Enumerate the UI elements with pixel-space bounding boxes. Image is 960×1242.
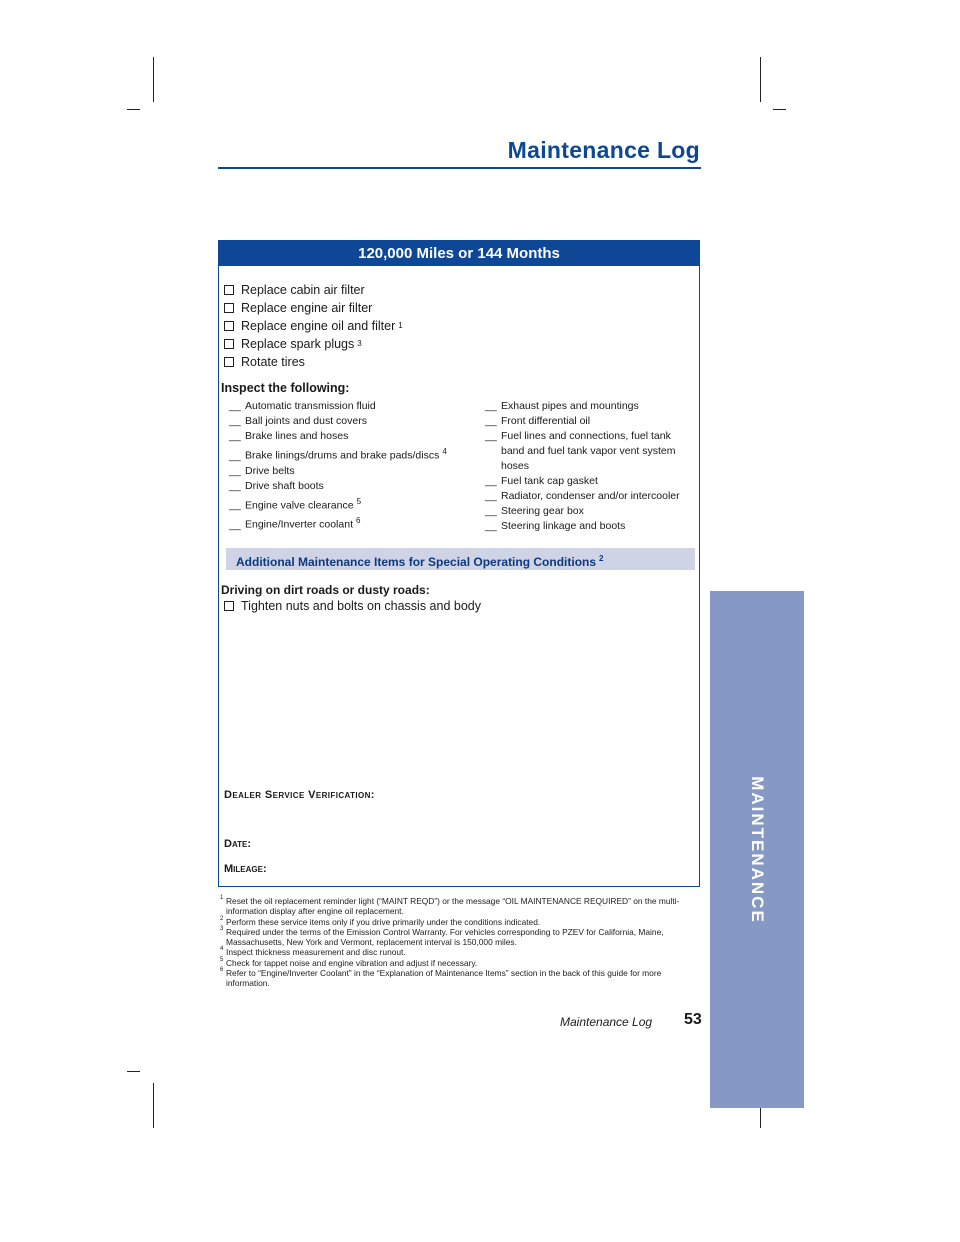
inspect-item: __ Fuel lines and connections, fuel tank band and fuel tank vapor vent system hoses	[485, 430, 676, 472]
inspect-item-label: Brake lines and hoses	[245, 430, 349, 442]
checkbox[interactable]	[224, 357, 234, 367]
inspect-list-left	[229, 399, 485, 534]
inspect-columns	[219, 399, 699, 534]
additional-items-banner	[226, 548, 695, 570]
inspect-item-label: Radiator, condenser and/or intercooler	[501, 490, 680, 502]
footnote: 5 Check for tappet noise and engine vibration and adjust if necessary.	[220, 956, 478, 968]
checkbox[interactable]	[224, 321, 234, 331]
checklist-item-label: Rotate tires	[241, 355, 305, 369]
footnote-ref: 1	[398, 321, 403, 330]
inspect-item-label: Automatic transmission fluid	[245, 400, 376, 412]
page-title: Maintenance Log	[507, 137, 700, 163]
title-rule	[218, 167, 701, 169]
footnote-ref: 6	[355, 516, 361, 525]
checklist-item-label: Replace cabin air filter	[241, 283, 365, 297]
inspect-item-label: Brake linings/drums and brake pads/discs	[245, 449, 440, 462]
footnote: 3 Required under the terms of the Emission Control Warranty. For vehicles corresponding to PZEV for California, Maine, Massachusetts, New York and Vermont, replacement interval is 150,000 miles.	[220, 925, 664, 948]
checklist-item-label: Replace engine air filter	[241, 301, 373, 315]
driving-conditions-title: Driving on dirt roads or dusty roads:	[221, 583, 430, 597]
checklist-item	[224, 317, 699, 335]
inspect-item-label: Drive belts	[245, 464, 295, 477]
inspect-item: __ Ball joints and dust covers	[229, 415, 367, 427]
checkbox[interactable]	[224, 601, 234, 611]
checklist-item	[224, 299, 699, 317]
footnotes	[220, 896, 700, 989]
date-label: Date:	[224, 838, 252, 850]
service-checklist	[219, 266, 699, 371]
mileage-label: Mileage:	[224, 863, 267, 875]
footnote: 4 Inspect thickness measurement and disc runout.	[220, 946, 406, 958]
checklist-item-label: Replace engine oil and filter	[241, 319, 396, 333]
inspect-item-label: Drive shaft boots	[245, 479, 324, 492]
inspect-item: __ Radiator, condenser and/or intercooler	[485, 490, 680, 502]
inspect-item: __ Brake linings/drums and brake pads/discs $^4$	[229, 447, 447, 462]
crop-mark	[153, 57, 154, 102]
driving-checklist	[219, 597, 699, 615]
checkbox[interactable]	[224, 339, 234, 349]
inspect-item-label: Engine/Inverter coolant	[245, 518, 353, 531]
inspect-item-label: Fuel lines and connections, fuel tank band and fuel tank vapor vent system hoses	[501, 430, 676, 472]
checklist-item	[224, 353, 699, 371]
footnote: 6 Refer to “Engine/Inverter Coolant” in the “Explanation of Maintenance Items” section in the back of this guide for more information.	[220, 967, 662, 989]
checklist-item-label: Replace spark plugs	[241, 337, 355, 351]
checklist-item	[224, 281, 699, 299]
inspect-item: __ Front differential oil	[485, 415, 591, 427]
sidebar-label: MAINTENANCE	[748, 775, 767, 924]
checklist-item	[224, 335, 699, 353]
crop-mark	[760, 57, 761, 102]
interval-header: 120,000 Miles or 144 Months	[219, 241, 699, 266]
inspect-item: __ Brake lines and hoses	[229, 430, 349, 442]
inspect-item-label: Steering linkage and boots	[501, 520, 626, 532]
inspect-item-label: Steering gear box	[501, 505, 584, 517]
checklist-item-label: Tighten nuts and bolts on chassis and body	[241, 599, 481, 613]
inspect-item-label: Engine valve clearance	[245, 499, 354, 511]
page-number: 53	[684, 1011, 702, 1028]
dealer-verification-label: Dealer Service Verification:	[224, 789, 375, 801]
inspect-item: __ Engine/Inverter coolant $^6$	[229, 516, 361, 531]
inspect-item-label: Fuel tank cap gasket	[501, 475, 598, 487]
section-sidebar	[710, 591, 804, 1108]
footnote: 1 Reset the oil replacement reminder light (“MAINT REQD”) or the message “OIL MAINTENANCE REQUIRED” on the multi-information display after engine oil replacement.	[220, 895, 680, 917]
additional-items-title: Additional Maintenance Items for Special Operating Conditions	[236, 555, 597, 569]
crop-mark	[127, 109, 140, 110]
crop-mark	[773, 109, 786, 110]
footnote-ref: 3	[357, 339, 362, 348]
inspect-item-label: Exhaust pipes and mountings	[501, 400, 639, 412]
footnote-ref: 5	[356, 496, 362, 506]
crop-mark	[760, 1108, 761, 1128]
inspect-item: __ Drive shaft boots	[229, 479, 324, 492]
inspect-item: __ Fuel tank cap gasket	[485, 475, 598, 487]
inspect-item-label: Ball joints and dust covers	[245, 415, 367, 427]
crop-mark	[127, 1071, 140, 1072]
inspect-item: __ Automatic transmission fluid	[229, 400, 376, 412]
crop-mark	[153, 1083, 154, 1128]
inspect-item: __ Steering gear box	[485, 505, 584, 517]
checkbox[interactable]	[224, 303, 234, 313]
checkbox[interactable]	[224, 285, 234, 295]
inspect-list-right	[485, 399, 695, 534]
inspect-item-label: Front differential oil	[501, 415, 591, 427]
checklist-item	[224, 597, 699, 615]
inspect-item: __ Steering linkage and boots	[485, 520, 626, 532]
footnote: 2 Perform these service items only if you drive primarily under the conditions indicated.	[220, 915, 541, 927]
inspect-item: __ Engine valve clearance $^5$	[229, 496, 362, 511]
footer-section-label: Maintenance Log	[560, 1015, 653, 1029]
inspect-item: __ Drive belts	[229, 464, 295, 477]
footnote-ref: 2	[599, 554, 604, 563]
footnote-ref: 4	[442, 447, 447, 456]
inspect-title: Inspect the following:	[221, 381, 350, 395]
inspect-item: __ Exhaust pipes and mountings	[485, 400, 639, 412]
